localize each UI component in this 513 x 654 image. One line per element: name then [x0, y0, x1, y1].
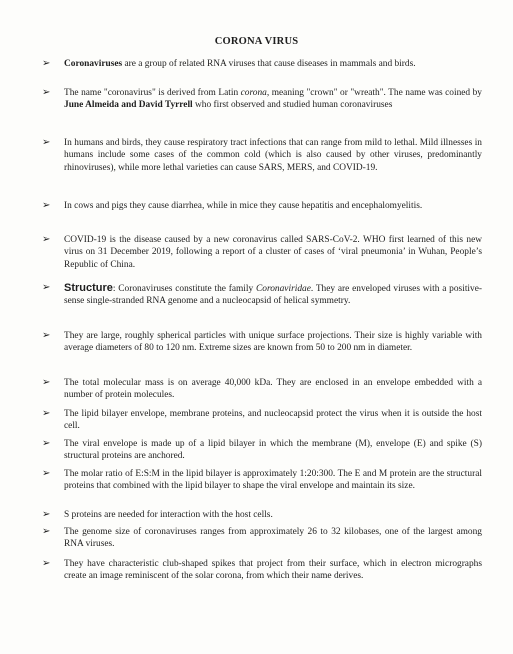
bullet-item — [42, 468, 482, 493]
bullet-item — [42, 408, 482, 433]
bullet-item — [42, 200, 482, 212]
arrow-bullet-icon: ➢ — [42, 377, 51, 388]
arrow-bullet-icon: ➢ — [42, 330, 51, 341]
bullet-text: The molar ratio of E:S:M in the lipid bilayer is approximately 1:20:300. The E and M protein are the structural proteins that combined with the lipid bilayer to shape the viral envelope and maintain its size. — [64, 469, 482, 492]
bullet-item — [42, 526, 482, 551]
arrow-bullet-icon: ➢ — [42, 87, 51, 98]
bullet-text: In cows and pigs they cause diarrhea, while in mice they cause hepatitis and encephalomyelitis. — [64, 201, 423, 211]
bullet-item — [42, 234, 482, 271]
bullet-text: The genome size of coronaviruses ranges from approximately 26 to 32 kilobases, one of the largest among RNA viruses. — [64, 527, 482, 550]
arrow-bullet-icon: ➢ — [42, 137, 51, 148]
bullet-text: Structure: Coronaviruses constitute the family Coronaviridae. They are enveloped viruses with a positive-sense single-stranded RNA genome and a nucleocapsid of helical symmetry. — [64, 282, 482, 307]
bullet-text: The total molecular mass is on average 40,000 kDa. They are enclosed in an envelope embedded with a number of protein molecules. — [64, 378, 482, 401]
bullet-text: In humans and birds, they cause respiratory tract infections that can range from mild to lethal. Mild illnesses in humans include some cases of the common cold (which is also caused by other viruses, predominantly rhinoviruses), while more lethal varieties can cause SARS, MERS, and COVID-19. — [64, 138, 482, 173]
bullet-text: They have characteristic club-shaped spikes that project from their surface, which in electron micrographs create an image reminiscent of the solar corona, from which their name derives. — [64, 559, 482, 582]
arrow-bullet-icon: ➢ — [42, 200, 51, 211]
arrow-bullet-icon: ➢ — [42, 438, 51, 449]
bullet-item — [42, 558, 482, 583]
bullet-text: The name "coronavirus" is derived from Latin corona, meaning "crown" or "wreath". The name was coined by June Almeida and David Tyrrell who first observed and studied human coronaviruses — [64, 88, 482, 111]
bullet-item — [42, 377, 482, 402]
bullet-item — [42, 438, 482, 463]
bullet-text: The lipid bilayer envelope, membrane proteins, and nucleocapsid protect the virus when it is outside the host cell. — [64, 409, 482, 432]
arrow-bullet-icon: ➢ — [42, 526, 51, 537]
bullet-text: COVID-19 is the disease caused by a new coronavirus called SARS-CoV-2. WHO first learned of this new virus on 31 December 2019, following a report of a cluster of cases of ‘viral pneumonia’ in Wuhan, People’s Republic of China. — [64, 235, 482, 270]
arrow-bullet-icon: ➢ — [42, 509, 51, 520]
page-title: CORONA VIRUS — [214, 36, 299, 47]
bullet-item — [42, 87, 482, 112]
bullet-text: Coronaviruses are a group of related RNA viruses that cause diseases in mammals and birds. — [64, 59, 416, 69]
bullet-item — [42, 137, 482, 174]
arrow-bullet-icon: ➢ — [42, 234, 51, 245]
arrow-bullet-icon: ➢ — [42, 58, 51, 69]
bullet-item — [42, 509, 482, 521]
arrow-bullet-icon: ➢ — [42, 558, 51, 569]
bullet-item — [42, 58, 482, 70]
bullet-text: They are large, roughly spherical particles with unique surface projections. Their size is highly variable with average diameters of 80 to 120 nm. Extreme sizes are known from 50 to 200 nm in diameter. — [64, 331, 482, 354]
bullet-item — [42, 330, 482, 355]
bullet-text: The viral envelope is made up of a lipid bilayer in which the membrane (M), envelope (E) and spike (S) structural proteins are anchored. — [64, 439, 482, 462]
bullet-item — [42, 282, 482, 308]
arrow-bullet-icon: ➢ — [42, 468, 51, 479]
bullet-text: S proteins are needed for interaction with the host cells. — [64, 510, 273, 520]
arrow-bullet-icon: ➢ — [42, 282, 51, 293]
arrow-bullet-icon: ➢ — [42, 408, 51, 419]
